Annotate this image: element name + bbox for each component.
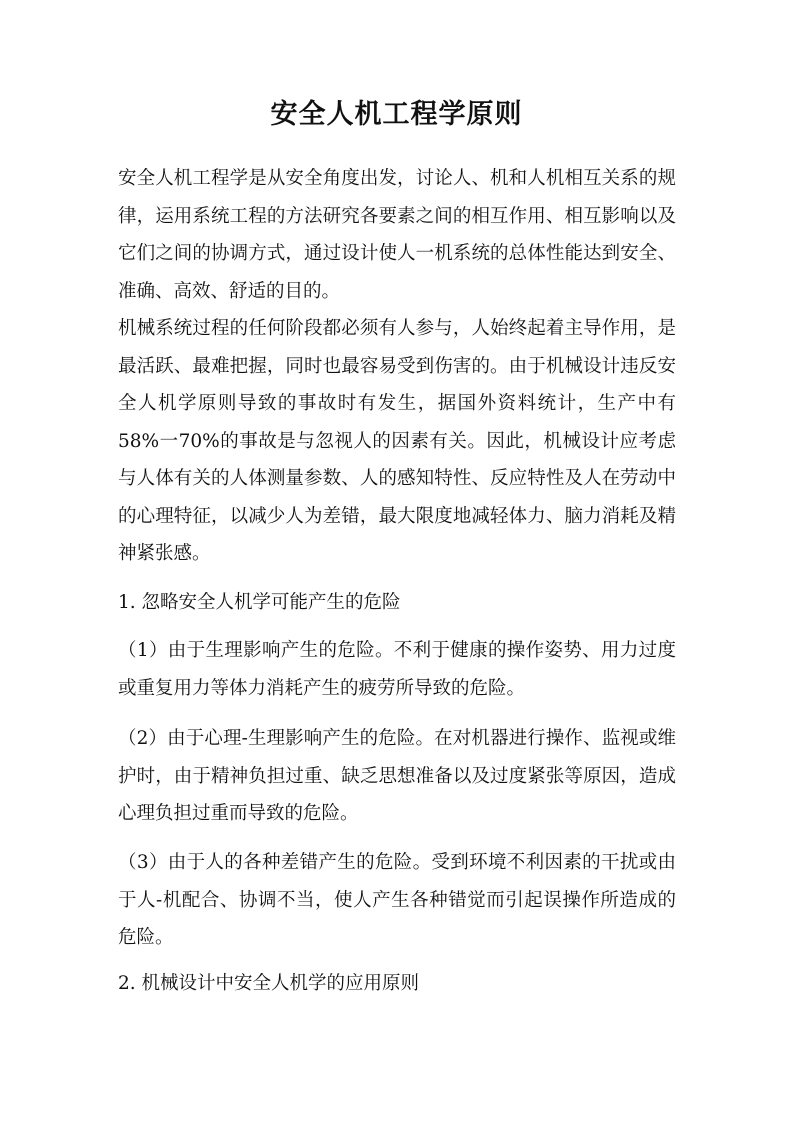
body-paragraph: 机械系统过程的任何阶段都必须有人参与，人始终起着主导作用，是最活跃、最难把握，同时也最容易受到伤害的。由于机械设计违反安全人机学原则导致的事故时有发生，据国外资料统计，生产中有58%一70%的事故是与忽视人的因素有关。因此，机械设计应考虑与人体有关的人体测量参数、人的感知特性、反应特性及人在劳动中的心理特征，以减少人为差错，最大限度地减轻体力、脑力消耗及精神紧张感。 xyxy=(118,318,676,564)
page-title: 安全人机工程学原则 xyxy=(270,99,523,130)
section-heading-2: 2. 机械设计中安全人机学的应用原则 xyxy=(118,973,420,994)
intro-paragraph: 安全人机工程学是从安全角度出发，讨论人、机和人机相互关系的规律，运用系统工程的方法研究各要素之间的相互作用、相互影响以及它们之间的协调方式，通过设计使人一机系统的总体性能达到安全、准确、高效、舒适的目的。 xyxy=(118,168,676,302)
list-item-2: （2）由于心理-生理影响产生的危险。在对机器进行操作、监视或维护时，由于精神负担过重、缺乏思想准备以及过度紧张等原因，造成心理负担过重而导致的危险。 xyxy=(118,728,676,824)
list-item-3: （3）由于人的各种差错产生的危险。受到环境不利因素的干扰或由于人-机配合、协调不当，使人产生各种错觉而引起误操作所造成的危险。 xyxy=(118,852,676,948)
section-heading-1: 1. 忽略安全人机学可能产生的危险 xyxy=(118,592,401,613)
list-item-1: （1）由于生理影响产生的危险。不利于健康的操作姿势、用力过度或重复用力等体力消耗产生的疲劳所导致的危险。 xyxy=(118,640,676,699)
